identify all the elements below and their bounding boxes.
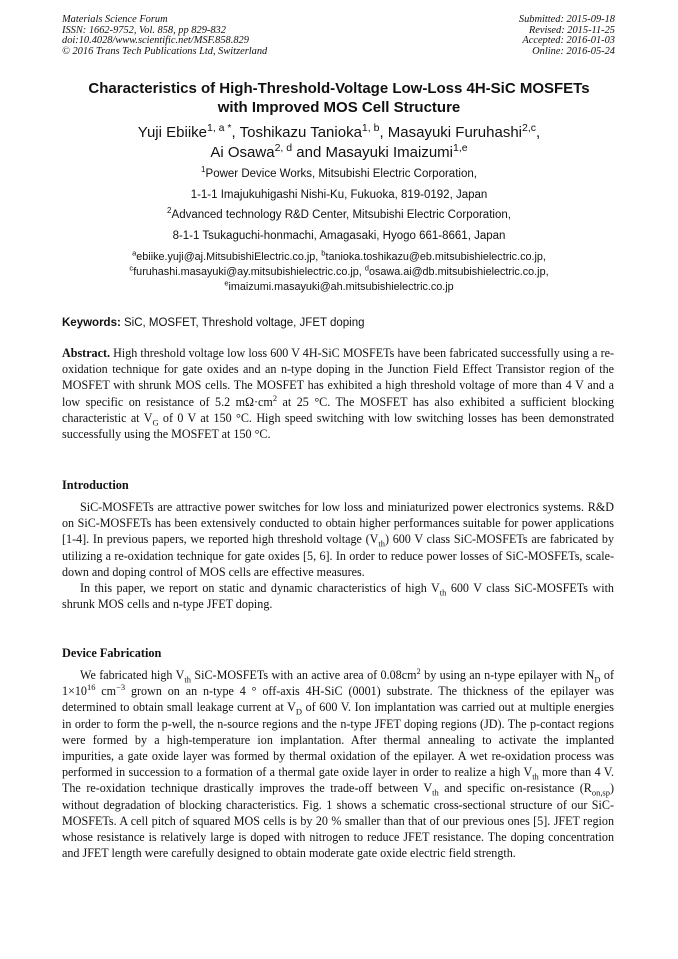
- affiliation-2-address: 8-1-1 Tsukaguchi-honmachi, Amagasaki, Hyogo 661-8661, Japan: [172, 229, 506, 242]
- device-fabrication-paragraph: We fabricated high $V_{th}$ SiC-MOSFETs with an active area of $0.08cm^2$ by using an n-type epilayer with $N_D$ of $1\times 10^{16}$ $cm^{-3}$ grown on an n-type 4 ° off-axis 4H-SiC (0001) substrate. The thickness of the epilayer was determined to obtain small leakage current at $V_D$ of 600 V. Ion implantation was carried out at multiple energies in order to form the p-well, the n-source regions and the n-type JFET doping regions (JD). The p-contact regions were formed by a high-temperature ion implantation. After thermal annealing to activate the implanted impurities, a gate oxide layer was formed by thermal oxidation of the epilayer. A wet re-oxidation process was performed in succession to a formation of a thermal gate oxide layer in order to realize a high $V_{th}$ more than 4 V. The re-oxidation technique drastically improves the trade-off between $V_{th}$ and specific on-resistance $(R_{on,sp})$ without degradation of blocking characteristics. Fig. 1 shows a schematic cross-sectional structure of our SiC-MOSFETs. A cell pitch of squared MOS cells is by 20 % smaller than that of our previous ones [5]. JFET region whose resistance is relatively large is doped with nitrogen to reduce JFET resistance. The doping concentration and JFET length were carefully designed to obtain moderate gate oxide electric field strength.: [62, 665, 615, 861]
- introduction-paragraph-2: In this paper, we report on static and dynamic characteristics of high $V_{th}$ 600 V class SiC-MOSFETs with shrunk MOS cells and n-type JFET doping.: [62, 581, 614, 612]
- author-name: Toshikazu Tanioka: [239, 124, 362, 141]
- author-separator: and: [292, 144, 326, 161]
- date-online: Online: 2016-05-24: [532, 45, 615, 57]
- author-list: [40, 123, 638, 163]
- affiliation-1-address: 1-1-1 Imajukuhigashi Nishi-Ku, Fukuoka, 819-0192, Japan: [190, 188, 488, 201]
- abstract: [62, 345, 614, 442]
- author-line-1: [40, 123, 638, 143]
- device-fabrication-heading: Device Fabrication: [62, 646, 162, 660]
- affiliation-2-name: $^2$Advanced technology R&D Center, Mitsubishi Electric Corporation,: [167, 206, 511, 221]
- journal-issn: ISSN: 1662-9752, Vol. 858, pp 829-832: [62, 24, 226, 36]
- abstract-label: Abstract.: [62, 346, 111, 360]
- introduction-paragraph-1: SiC-MOSFETs are attractive power switches for low loss and miniaturized power electronics systems. R&D on SiC-MOSFETs has been extensively conducted to obtain higher performances suitable for power applications [1-4]. In previous papers, we reported high threshold voltage $(V_{th})$ 600 V class SiC-MOSFETs are fabricated by utilizing a re-oxidation technique for gate oxides [5, 6]. In order to reduce power losses of SiC-MOSFETs, scale-down and doping control of MOS cells are effective measures.: [62, 500, 614, 579]
- author-affiliation-mark: 1, b: [361, 122, 380, 134]
- publication-dates: [519, 15, 615, 57]
- email-link[interactable]: osawa.ai@db.mitsubishielectric.co.jp,: [368, 266, 549, 278]
- email-link[interactable]: tanioka.toshikazu@eb.mitsubishielectric.co.jp,: [325, 251, 546, 263]
- journal-info: [62, 15, 267, 57]
- author-line-2: [40, 143, 638, 163]
- email-link[interactable]: imaizumi.masayuki@ah.mitsubishielectric.co.jp: [228, 281, 454, 293]
- keywords: [62, 317, 622, 329]
- email-link[interactable]: furuhashi.masayuki@ay.mitsubishielectric.co.jp,: [133, 266, 362, 278]
- keywords-text: SiC, MOSFET, Threshold voltage, JFET doping: [120, 317, 365, 329]
- journal-name: Materials Science Forum: [62, 14, 168, 25]
- email-line-2: $^c$furuhashi.masayuki@ay.mitsubishielectric.co.jp, $^d$osawa.ai@db.mitsubishielectric.co.jp,: [129, 263, 549, 278]
- title-line-2: with Improved MOS Cell Structure: [217, 98, 461, 116]
- paper-title: [40, 80, 638, 117]
- author-name: Masayuki Imaizumi: [325, 144, 453, 161]
- device-fabrication-body: [62, 667, 614, 861]
- date-revised: Revised: 2015-11-25: [528, 24, 615, 36]
- author-affiliation-mark: 1, a *: [207, 122, 232, 134]
- introduction-body: [62, 499, 614, 612]
- author-name: Ai Osawa: [210, 144, 275, 161]
- email-link[interactable]: ebiike.yuji@aj.MitsubishiElectric.co.jp,: [136, 251, 319, 263]
- author-emails: [40, 250, 638, 295]
- date-accepted: Accepted: 2016-01-03: [522, 35, 615, 46]
- date-submitted: Submitted: 2015-09-18: [518, 14, 615, 25]
- journal-copyright: © 2016 Trans Tech Publications Ltd, Switzerland: [62, 45, 268, 57]
- email-line-1: $^a$ebiike.yuji@aj.MitsubishiElectric.co.jp, $^b$tanioka.toshikazu@eb.mitsubishielectric.co.jp,: [132, 248, 546, 263]
- author-affiliation-mark: 1,e: [453, 142, 468, 154]
- introduction-heading: Introduction: [62, 478, 129, 492]
- author-name: Masayuki Furuhashi: [387, 124, 523, 141]
- author-separator: ,: [536, 124, 541, 141]
- title-line-1: Characteristics of High-Threshold-Voltage Low-Loss 4H-SiC MOSFETs: [88, 80, 590, 97]
- author-separator: ,: [231, 124, 240, 141]
- author-affiliation-mark: 2, d: [274, 142, 293, 154]
- journal-doi: doi:10.4028/www.scientific.net/MSF.858.829: [62, 35, 249, 46]
- email-line-3: $^e$imaizumi.masayuki@ah.mitsubishielectric.co.jp: [224, 278, 454, 293]
- author-affiliation-mark: 2,c: [522, 122, 537, 134]
- author-separator: ,: [379, 124, 388, 141]
- abstract-paragraph: Abstract. High threshold voltage low loss 600 V 4H-SiC MOSFETs have been fabricated successfully using a re-oxidation technique for gate oxides and an n-type doping in the Junction Field Effect Transistor region of the MOSFET with shrunk MOS cells. The MOSFET has exhibited a high threshold voltage of more than 4 V and a low specific on resistance of 5.2 $m\Omega\cdot cm^2$ at 25 °C. The MOSFET has also exhibited a sufficient blocking characteristic at $V_G$ of 0 V at 150 °C. High speed switching with low switching losses has been demonstrated successfully using the MOSFET at 150 °C.: [62, 346, 614, 442]
- author-name: Yuji Ebiike: [137, 124, 207, 141]
- affiliation-1-name: $^1$Power Device Works, Mitsubishi Electric Corporation,: [201, 165, 477, 180]
- keywords-label: Keywords:: [62, 317, 121, 329]
- affiliations: [40, 164, 638, 246]
